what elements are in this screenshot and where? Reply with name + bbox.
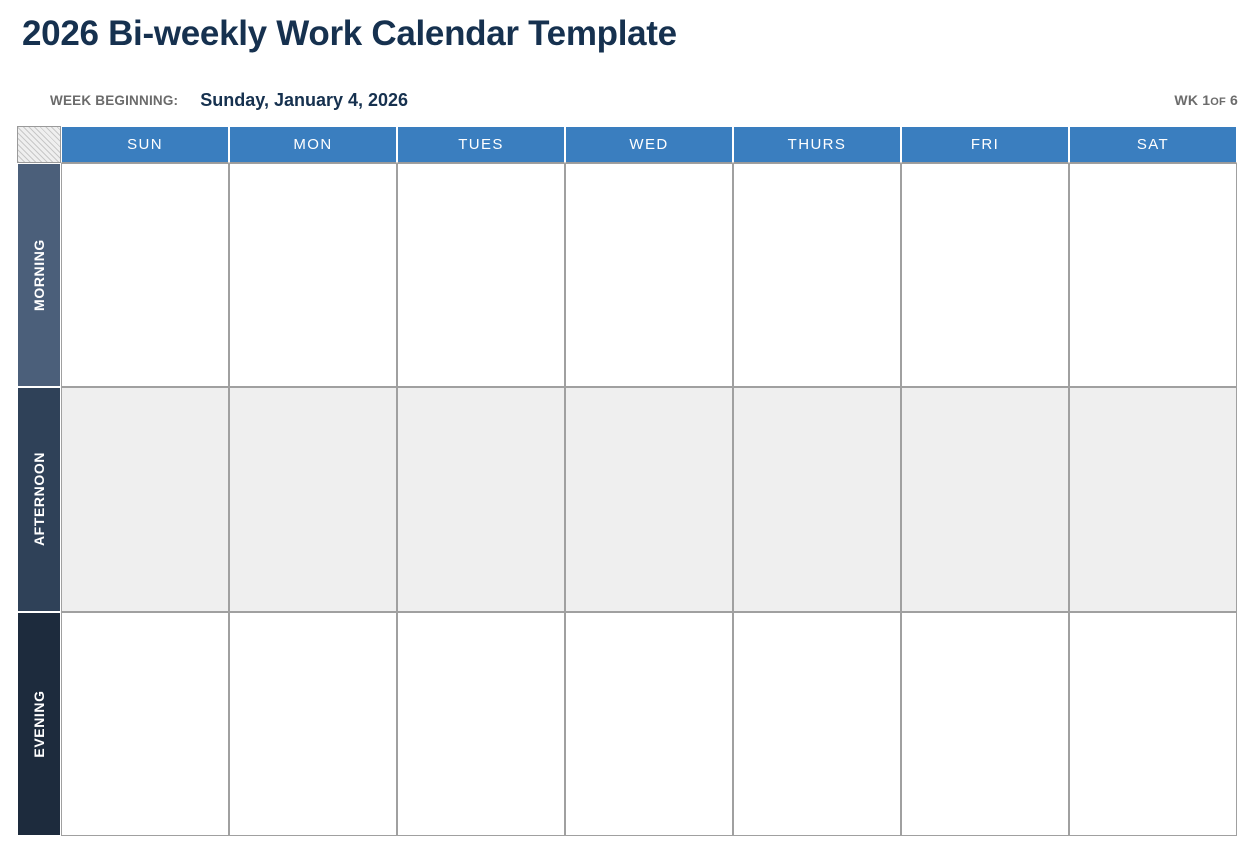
row-label-afternoon-text: AFTERNOON [31, 452, 47, 547]
cell-afternoon-tues[interactable] [397, 387, 565, 611]
day-header-tues: TUES [397, 126, 565, 163]
day-header-wed: WED [565, 126, 733, 163]
cell-evening-sat[interactable] [1069, 612, 1237, 836]
cell-evening-sun[interactable] [61, 612, 229, 836]
row-label-afternoon [17, 387, 61, 611]
page-title: 2026 Bi-weekly Work Calendar Template [22, 14, 677, 53]
day-header-sun: SUN [61, 126, 229, 163]
cell-afternoon-fri[interactable] [901, 387, 1069, 611]
cell-morning-sun[interactable] [61, 163, 229, 387]
day-header-fri: FRI [901, 126, 1069, 163]
cell-morning-tues[interactable] [397, 163, 565, 387]
cell-afternoon-thurs[interactable] [733, 387, 901, 611]
week-counter-prefix: WK 1 [1174, 92, 1211, 108]
week-counter-total: 6 [1230, 92, 1238, 108]
grid-corner-cell [17, 126, 61, 163]
row-label-evening [17, 612, 61, 836]
day-header-thurs: THURS [733, 126, 901, 163]
row-label-morning [17, 163, 61, 387]
cell-evening-wed[interactable] [565, 612, 733, 836]
cell-evening-mon[interactable] [229, 612, 397, 836]
cell-afternoon-sat[interactable] [1069, 387, 1237, 611]
row-label-evening-text: EVENING [31, 690, 47, 758]
cell-afternoon-sun[interactable] [61, 387, 229, 611]
cell-evening-thurs[interactable] [733, 612, 901, 836]
day-header-sat: SAT [1069, 126, 1237, 163]
cell-evening-fri[interactable] [901, 612, 1069, 836]
week-beginning-value[interactable]: Sunday, January 4, 2026 [200, 89, 409, 110]
week-counter-of: OF [1210, 96, 1226, 108]
calendar-grid [17, 126, 1237, 836]
cell-morning-sat[interactable] [1069, 163, 1237, 387]
day-header-mon: MON [229, 126, 397, 163]
week-beginning-bar [50, 88, 1238, 112]
cell-afternoon-mon[interactable] [229, 387, 397, 611]
cell-morning-thurs[interactable] [733, 163, 901, 387]
week-counter [1174, 92, 1238, 108]
week-beginning-label: WEEK BEGINNING: [50, 92, 179, 108]
row-label-morning-text: MORNING [31, 239, 47, 312]
cell-morning-wed[interactable] [565, 163, 733, 387]
cell-morning-fri[interactable] [901, 163, 1069, 387]
cell-evening-tues[interactable] [397, 612, 565, 836]
cell-morning-mon[interactable] [229, 163, 397, 387]
cell-afternoon-wed[interactable] [565, 387, 733, 611]
